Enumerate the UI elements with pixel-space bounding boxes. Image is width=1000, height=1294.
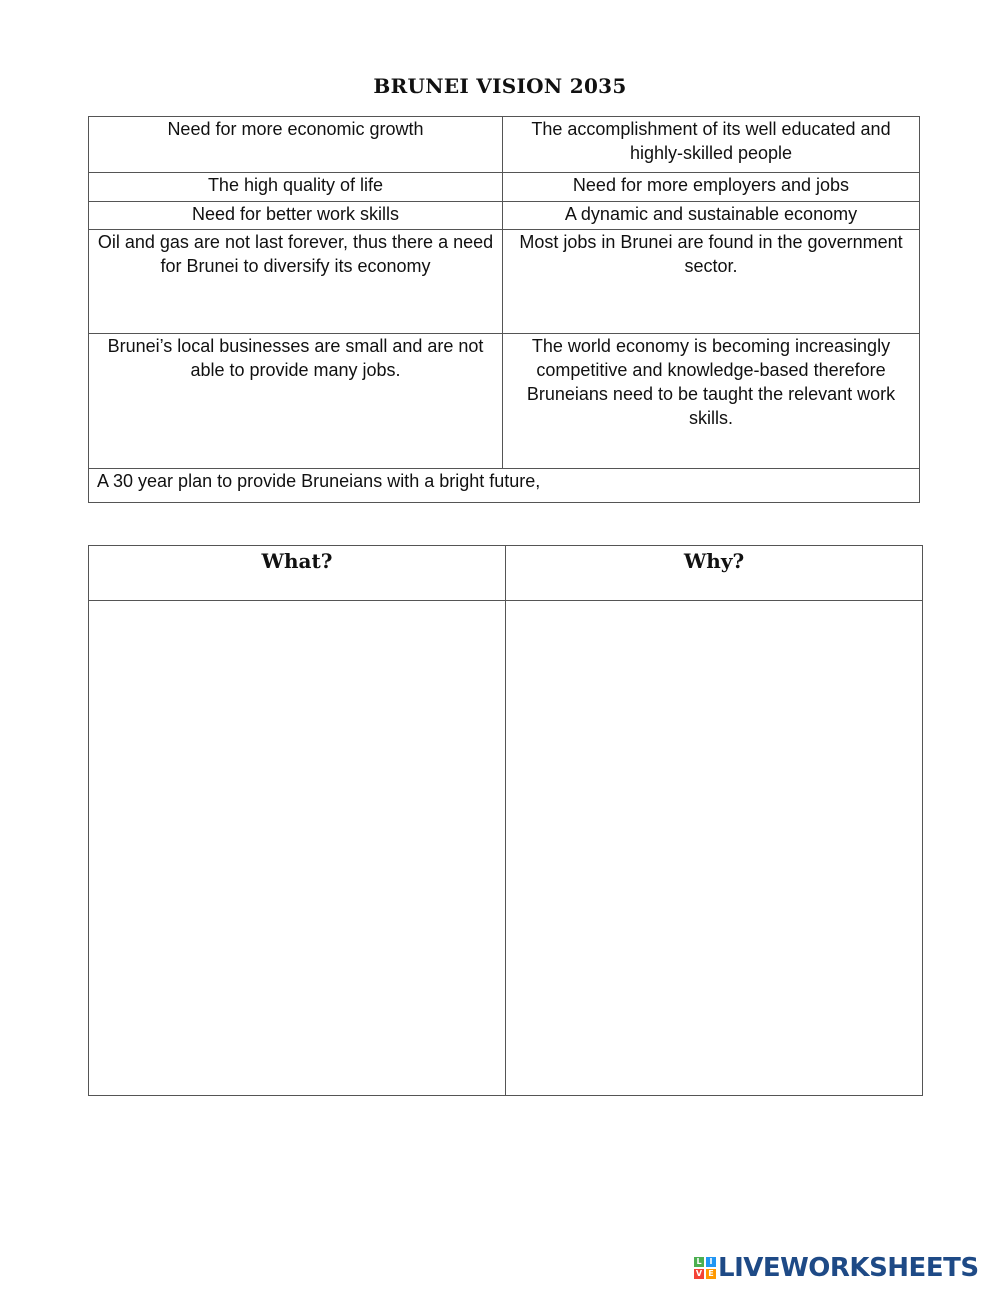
table-header-row xyxy=(89,546,923,601)
table-row xyxy=(89,117,920,173)
why-drop-zone[interactable] xyxy=(506,601,923,1096)
logo-letter-v: V xyxy=(695,1269,703,1278)
answer-row xyxy=(89,601,923,1096)
items-table xyxy=(88,116,920,503)
liveworksheets-logo xyxy=(694,1253,979,1283)
logo-letter-l: L xyxy=(694,1257,704,1267)
item-cell[interactable]: The high quality of life xyxy=(89,173,503,202)
logo-text: LIVEWORKSHEETS xyxy=(718,1253,979,1283)
item-cell[interactable]: Need for more employers and jobs xyxy=(503,173,920,202)
item-cell[interactable]: The accomplishment of its well educated and highly-skilled people xyxy=(503,117,920,173)
item-cell[interactable]: A 30 year plan to provide Bruneians with a bright future, xyxy=(89,469,920,503)
item-cell[interactable]: Need for better work skills xyxy=(89,202,503,230)
logo-letter-e: E xyxy=(706,1269,716,1279)
what-header: What? xyxy=(89,546,506,601)
logo-letter-i: I xyxy=(706,1257,716,1267)
table-row xyxy=(89,202,920,230)
logo-mark-icon xyxy=(694,1257,716,1279)
table-row xyxy=(89,469,920,503)
worksheet-title: BRUNEI VISION 2035 xyxy=(373,74,627,98)
table-row xyxy=(89,334,920,469)
why-header: Why? xyxy=(506,546,923,601)
table-row xyxy=(89,173,920,202)
item-cell[interactable]: Most jobs in Brunei are found in the government sector. xyxy=(503,230,920,334)
what-why-table xyxy=(88,545,923,1096)
table-row xyxy=(89,230,920,334)
item-cell[interactable]: Oil and gas are not last forever, thus there a need for Brunei to diversify its economy xyxy=(89,230,503,334)
item-cell[interactable]: A dynamic and sustainable economy xyxy=(503,202,920,230)
item-cell[interactable]: Brunei’s local businesses are small and are not able to provide many jobs. xyxy=(89,334,503,469)
item-cell[interactable]: The world economy is becoming increasingly competitive and knowledge-based therefore Bruneians need to be taught the relevant work skills. xyxy=(503,334,920,469)
item-cell[interactable]: Need for more economic growth xyxy=(89,117,503,173)
what-drop-zone[interactable] xyxy=(89,601,506,1096)
